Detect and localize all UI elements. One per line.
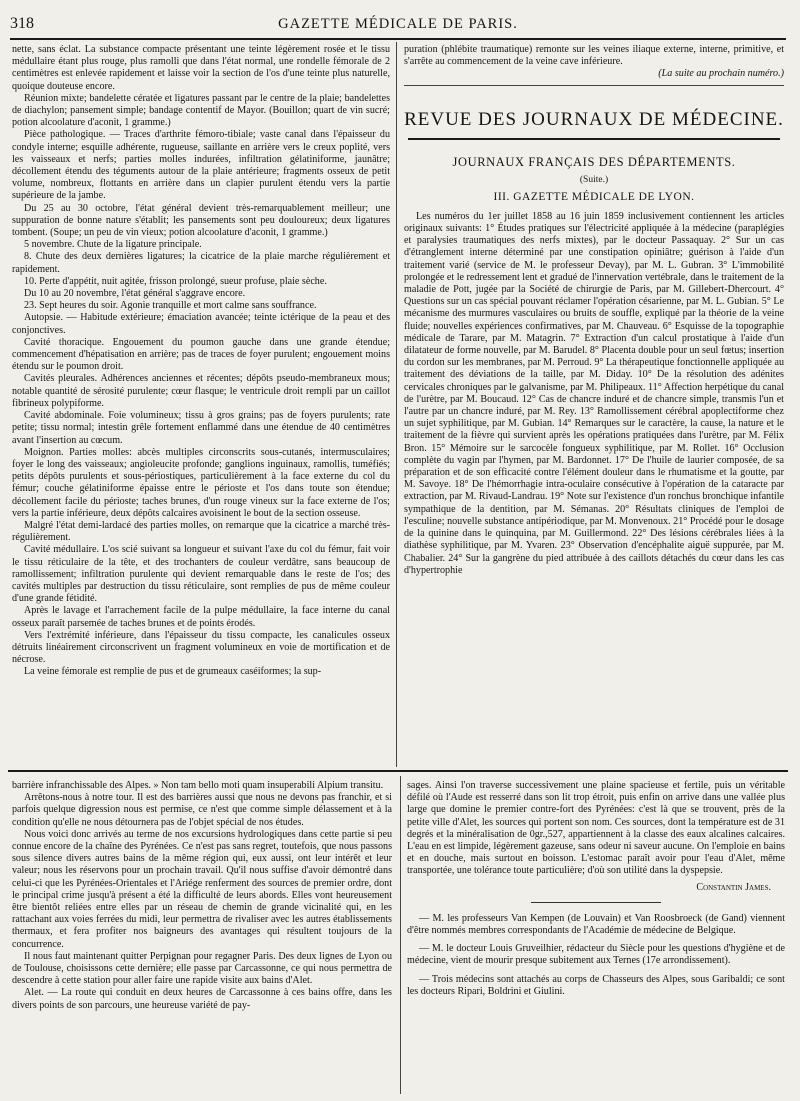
paragraph: Réunion mixte; bandelette cératée et ligatures passant par le centre de la plaie; bandelettes de diachylon; pansement simple; bandage contentif de Mayor. (Bouillon; quart de vin sucré; potion alcoolature d'aconit, 1 gramme.): [12, 92, 390, 129]
paragraph: Cavité abdominale. Foie volumineux; tissu à gros grains; pas de foyers purulents; rate petite; tissu normal; intestin grêle fortement enflammé dans une étendue de 40 centimètres avant l'insertion au cœcum.: [12, 410, 390, 446]
news-item: — M. les professeurs Van Kempen (de Louvain) et Van Roosbroeck (de Gand) viennent d'être nommés membres correspondants de l'Académie de médecine de Belgique.: [407, 912, 785, 937]
paragraph: Alet. — La route qui conduit en deux heures de Carcassonne à ces bains offre, dans les divers points de son parcours, une heureuse variété de pay-: [12, 987, 392, 1011]
rule: [531, 902, 661, 903]
paragraph: puration (phlébite traumatique) remonte sur les veines iliaque externe, interne, primitive, et s'arrête au commencement de la veine cave inférieure.: [404, 44, 784, 68]
suite-label: (Suite.): [579, 174, 609, 185]
paragraph: Pièce pathologique. — Traces d'arthrite fémoro-tibiale; vaste canal dans l'épaisseur du condyle interne; esquille adhérente, rugueuse, saillante en arrière vers le creux poplité, vers les vaisseaux et nerfs; parties molles indurées, infiltration gélatiniforme, jaunâtre; décollement étendu des téguments autour de la plaie antérieure; fragments osseux de petit volume, nombreux, flottants en arrière dans un clapier purulent étendu vers la partie supérieure de la jambe.: [12, 129, 390, 202]
paragraph: Cavité thoracique. Engouement du poumon gauche dans une grande étendue; commencement d'hépatisation en arrière; pas de traces de foyer purulent; engouement moins étendu sur le poumon droit.: [12, 336, 390, 373]
to-be-continued: (La suite au prochain numéro.): [658, 68, 784, 80]
page-number: 318: [10, 15, 34, 32]
column-right-top: [404, 44, 784, 768]
paragraph: Moignon. Parties molles: abcès multiples circonscrits sous-cutanés, intermusculaires; foyer le long des vaisseaux; angioleucite profonde; ganglions inguinaux, ramollis, tuméfiés; petits dépôts purulents et sous-périostiques, particulièrement à la face externe du col du fémur; couche gélatiniforme épaisse entre le périoste et l'os dans toute son étendue; décollement facile du périoste; taches brunes, d'un rouge vineux sur la face externe de l'os; vers la partie inférieure, deux dépôts calcaires avoisinent le bout de la section osseuse.: [12, 446, 390, 519]
paragraph: Il nous faut maintenant quitter Perpignan pour regagner Paris. Des deux lignes de Lyon ou de Toulouse, choisissons cette dernière; elle passe par Carcassonne, ce qui nous permettra de descendre à cette station pour aller faire une rapide visite aux bains d'Alet.: [12, 950, 392, 987]
news-item: — Trois médecins sont attachés au corps de Chasseurs des Alpes, sous Garibaldi; ce sont les docteurs Ripari, Boldrini et Giulini.: [407, 973, 785, 997]
paragraph: Du 10 au 20 novembre, l'état général s'aggrave encore.: [24, 288, 246, 300]
paragraph: Du 25 au 30 octobre, l'état général devient très-remarquablement meilleur; une suppuration de bonne nature s'établit; les pansements sont peu douloureux; deux ligatures tombent. (Soupe; un peu de vin vieux; potion alcoolature d'aconit, 1 gramme.): [12, 202, 390, 239]
paragraph: Cavités pleurales. Adhérences anciennes et récentes; dépôts pseudo-membraneux mous; notable quantité de sérosité purulente; cœur flasque; le ventricule droit rempli par un caillot fibrineux polypiforme.: [12, 373, 390, 409]
signature: Constantin James.: [696, 881, 771, 893]
column-divider: [396, 42, 397, 767]
column-left-bottom: [12, 780, 392, 1098]
column-right-bottom: [407, 780, 785, 1098]
paragraph: Autopsie. — Habitude extérieure; émaciation avancée; teinte ictérique de la peau et des conjonctives.: [12, 312, 390, 336]
paragraph: sages. Ainsi l'on traverse successivement une plaine spacieuse et fertile, puis un véritable défilé où l'Aude est resserré dans son lit trop étroit, puis enfin on arrive dans une vallée plus large que domine le premier contre-fort des Pyrénées: c'est là que se trouvent, près de la petite ville d'Alet, les sources qui portent son nom. Ces sources, dont la température est de 31 degrés et la minéralisation de 0gr.,527, appartiennent à la classe des eaux alcalines calcaires. L'eau en est limpide, légèrement gazeuse, sans odeur ni saveur aucune. On l'emploie en bains et en douche, mais surtout en boisson. L'estomac paraît avoir pour l'eau d'Alet, même transportée, une tolérance toute particulière; d'où son utilité dans la dyspepsie.: [407, 780, 785, 877]
page-header: [10, 14, 786, 36]
paragraph: Arrêtons-nous à notre tour. Il est des barrières aussi que nous ne devons pas franchir, et si parfois quelque digression nous est permise, ce n'est que comme simple délassement et à la condition qu'elle ne nous détournera pas de l'objet spécial de nos études.: [12, 792, 392, 828]
subsection-title: III. GAZETTE MÉDICALE DE LYON.: [493, 190, 695, 203]
paragraph: Cavité médullaire. L'os scié suivant sa longueur et suivant l'axe du col du fémur, fait voir le tissu réticulaire de la tête, et des trochanters de couleur verdâtre, sans beaucoup de ramollissement; infiltration purulente qui devient remarquable dans le reste de l'os; des cavités multiples par destruction du tissu réticulaire, sont remplies de pus de même couleur d'une grande fétidité.: [12, 544, 390, 605]
rule: [408, 138, 780, 140]
paragraph: 8. Chute des deux dernières ligatures; la cicatrice de la plaie marche régulièrement et rapidement.: [12, 251, 390, 275]
news-item: — M. le docteur Louis Gruveilhier, rédacteur du Siècle pour les questions d'hygiène et de médecine, vient de mourir presque subitement aux Ternes (17e arrondissement).: [407, 943, 785, 967]
column-left-top: [12, 44, 390, 768]
paragraph: La veine fémorale est remplie de pus et de grumeaux caséiformes; la sup-: [24, 666, 322, 678]
paragraph: Les numéros du 1er juillet 1858 au 16 juin 1859 inclusivement contiennent les articles originaux suivants: 1° Études pratiques sur l'électricité appliquée à la médecine (paraplégies et paralysies traumatiques des nerfs mixtes), par le docteur Passaquay. 2° Sur un cas d'étranglement interne déterminé par une constipation opiniâtre; guérison à l'aide d'un traitement varié (service de M. le professeur Devay), par M. L. Gubran. 3° L'immobilité prolongée et le redressement lent et gradué de l'innervation vertébrale, dans le traitement de la maladie de Pott, jugée par la Société de chirurgie de Paris, par M. Gillebert-Dhercourt. 4° Questions sur un cas spécial pouvant réclamer l'opération césarienne, par M. L. Gubian. 5° Le mécanisme des murmures vasculaires ou bruits de souffle, expliqué par la théorie de la veine fluide; nouvelles expériences confirmatives, par M. Chauveau. 6° Esquisse de la topographie médicale de Tarare, par M. Matagrin. 7° Extraction d'un calcul prostatique à l'aide d'un dilatateur de forme nouvelle, par M. Barudel. 8° Placenta double pour un seul fœtus; insertion du cordon sur les membranes, par M. Perroud. 9° La thérapeutique fonctionnelle appliquée au traitement des déviations de la taille, par M. Diday. 10° De la résolution des adénites cervicales chroniques par le galvanisme, par M. Philipeaux. 11° Affection herpétique du canal de l'urètre, par M. Boucaud. 12° Cas de chancre induré et de chancre simple, transmis l'un et l'autre par un chancre induré, par M. Rey. 13° Ramollissement cérébral apoplectiforme chez un sujet syphilitique, par M. Gubian. 14° Remarques sur le caractère, la cause, la nature et le traitement de la fièvre qui survient après les opérations pratiquées dans l'urètre, par M. Félix Bron. 15° Mémoire sur le sarcocèle fongueux syphilitique, par M. Rollet. 16° Occlusion complète du vagin par l'hymen, par M. Bardonnet. 17° De l'huile de laurier composée, de sa préparation et de son efficacité contre l'élément douleur dans le rhumatisme et la goutte, par M. Savoye. 18° De l'hémorrhagie intra-oculaire consécutive à l'opération de la cataracte par extraction, par M. Rivaud-Landrau. 19° Note sur l'existence d'un ronchus bronchique infantile sympathique de la dentition, par M. Sémanas. 20° Résultats cliniques de l'emploi de l'esculine; nouvelle substance antipériodique, par M. Monvenoux. 21° Procédé pour le dosage de la quinine dans le quinquina, par M. Guillermond. 22° Des lésions cérébrales liées à la diathèse syphilitique, par M. Yvaren. 23° Observation d'encéphalite aiguë suppurée, par M. Chabalier. 24° Sur la gangrène du pied attribuée à des caillots détachés du cœur dans les cas d'hypertrophie: [404, 210, 784, 576]
paragraph: 5 novembre. Chute de la ligature principale.: [24, 239, 202, 251]
paragraph: 10. Perte d'appétit, nuit agitée, frisson prolongé, sueur profuse, plaie sèche.: [24, 275, 327, 287]
running-title: GAZETTE MÉDICALE DE PARIS.: [278, 16, 518, 32]
paragraph: 23. Sept heures du soir. Agonie tranquille et mort calme sans souffrance.: [24, 300, 317, 312]
paragraph: nette, sans éclat. La substance compacte présentant une teinte légèrement rosée et le tissu médullaire étant plus rouge, plus ramolli que dans l'état normal, une rondelle fémorale de 2 centimètres est enlevée rapidement et laisse voir la section de l'os d'une teinte plus naturelle, quoique douteuse encore.: [12, 44, 390, 92]
section-title: JOURNAUX FRANÇAIS DES DÉPARTEMENTS.: [452, 154, 736, 169]
paragraph: Malgré l'état demi-lardacé des parties molles, on remarque que la cicatrice a marché très-régulièrement.: [12, 519, 390, 544]
section-divider: [8, 770, 788, 772]
header-rule: [10, 38, 786, 40]
review-title: REVUE DES JOURNAUX DE MÉDECINE.: [404, 108, 784, 130]
paragraph: Après le lavage et l'arrachement facile de la pulpe médullaire, la face interne du canal osseux paraît parsemée de taches brunes et de points érodés.: [12, 605, 390, 629]
column-divider-lower: [400, 776, 401, 1094]
rule: [404, 85, 784, 86]
paragraph: Nous voici donc arrivés au terme de nos excursions hydrologiques dans cette partie si peu connue encore de la chaîne des Pyrénées. Ce n'est pas sans regret, toutefois, que nous passons sous silence divers autres bains de la même région qui, eux aussi, ont leur intérêt et leur valeur; nous les réservons pour un prochain travail. Qu'il nous suffise d'avoir démontré dans celui-ci que les Pyrénées-Orientales et l'Ariége renferment des sources de premier ordre, dont le principal crime jusqu'à présent a été la difficulté de leurs abords. Elles vont heureusement être bientôt reliées entre elles par un réseau de chemin de grande vicinalité qui, en les rattachant aux voies ferrées du midi, leur permettra de rivaliser avec les autres établissements thermaux, et fera profiter nos baigneurs des avantages qui résultent toujours de la concurrence.: [12, 828, 392, 950]
paragraph: barrière infranchissable des Alpes. » Non tam bello moti quam insuperabili Alpium transitu.: [12, 780, 384, 791]
paragraph: Vers l'extrémité inférieure, dans l'épaisseur du tissu compacte, les canalicules osseux détruits linéairement circonscrivent un fragment volumineux en voie de mortification et de nécrose.: [12, 629, 390, 666]
